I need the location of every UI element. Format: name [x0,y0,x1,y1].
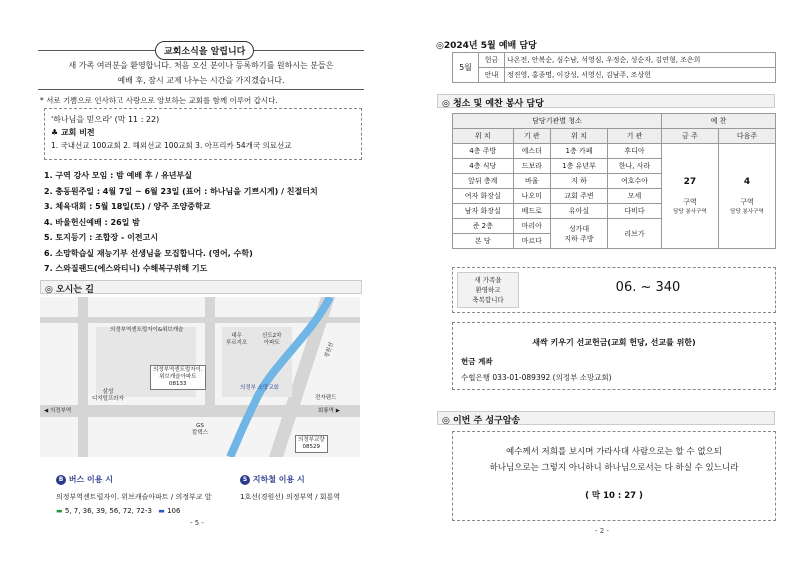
map-samsung: 삼성 디지털프라자 [92,389,124,402]
cell: 다비다 [608,204,662,219]
welcome-line-2: 예배 후, 잠시 교제 나누는 시간을 가지겠습니다. [117,76,285,85]
cell: 본 당 [453,234,514,249]
church-map [40,297,360,457]
vision-items: 1. 국내선교 100교회 2. 해외선교 100교회 3. 아프리카 54개국 의료선교 [51,141,292,150]
new-family-count: 06. ~ 340 [615,280,681,295]
cell [550,219,607,249]
cell: 유아실 [550,204,607,219]
map-gs: GS 칼텍스 [192,423,208,436]
cell: 1층 카페 [550,144,607,159]
map-gyeongwon: 경원선 [323,341,336,359]
news-item: 3. 체육대회 : 5월 18일(토) / 양주 조양중학교 [44,202,211,211]
cell: 준 2층 [453,219,514,234]
cell: 여자 화장실 [453,189,514,204]
cell: 마리아 [513,219,550,234]
map-daewoo: 대우 푸르지오 [226,333,248,346]
verse-title: ◎ 이번 주 성구암송 [442,416,521,426]
cell: 한나, 사라 [608,159,662,174]
yechan-header: 예 찬 [661,114,775,129]
news-item: 7. 스와질랜드(에스와티니) 수해복구위해 기도 [44,264,208,273]
welcome-divider [38,89,364,90]
this-week-cell [661,144,718,249]
news-list [44,168,364,277]
cell: 지 하 [550,174,607,189]
cell: 1층 유년부 [550,159,607,174]
news-item: 5. 토지등기 : 조합장 - 이전고시 [44,233,159,242]
bus-blue-routes: 106 [167,507,181,515]
map-school-box: 의정부교량 08529 [295,435,328,453]
subway-info: 1호선(경원선) 의정부역 / 회룡역 [240,493,341,501]
vision-label: ♣ 교회 비전 [51,128,95,137]
verse-line-1: 예수께서 저희를 보시며 가라사대 사람으로는 할 수 없으되 [506,447,722,457]
offering-title: 새싹 키우기 선교헌금(교회 헌당, 선교를 위한) [532,338,696,347]
map-church: 의정부 소망교회 [240,385,279,391]
bus-routes [56,507,180,515]
worship-title: ◎2024년 5월 예배 담당 [436,41,537,51]
page-number-right: - 2 - [595,527,609,535]
this-week-num: 27 [683,177,697,187]
subway-section [240,474,305,485]
notice-title: 교회소식을 알립니다 [155,41,254,60]
cell: 나오미 [513,189,550,204]
map-center-box: 의정부역센트럴자이. 위브캐슬아파트 08133 [150,365,206,390]
col-header: 기 관 [608,129,662,144]
col-header: 금 주 [661,129,718,144]
map-station-right: 회룡역 ▶ [318,408,340,414]
verse-quote: '하나님을 믿으라' (막 11 : 22) [51,115,160,124]
cell: 후디아 [608,144,662,159]
cell: 바울 [513,174,550,189]
duty-role: 안내 [479,68,505,83]
news-item: 1. 구역 강사 모임 : 밤 예배 후 / 유년부실 [44,171,192,180]
page-number-left: - 5 - [190,519,204,527]
duty-month: 5월 [453,53,479,83]
this-week-unit: 구역 [683,198,697,206]
cell: 4층 식당 [453,159,514,174]
cell: 여호수아 [608,174,662,189]
cleaning-title: ◎ 청소 및 예찬 봉사 담당 [442,99,544,109]
bus-blue-icon: ▬ [158,507,165,515]
col-header: 다음주 [718,129,775,144]
cell: 드보라 [513,159,550,174]
cell: 앞뒤 층계 [453,174,514,189]
news-item: 6. 소망학습실 재능기부 선생님을 모집합니다. (영어, 수학) [44,248,253,258]
account-label: 헌금 계좌 [461,357,493,366]
subway-icon: S [240,475,250,485]
bus-stop: 의정부역센트럴자이. 위브캐슬아파트 / 의정부교 앞 [56,493,212,501]
vision-box [44,108,362,160]
offering-box [452,322,776,390]
news-item: 4. 바울헌신예배 : 26일 밤 [44,217,140,227]
directions-header [40,280,362,294]
subway-title: 지하철 이용 시 [252,475,305,484]
col-header: 위 치 [550,129,607,144]
bus-green-routes: 5, 7, 36, 39, 56, 72, 72-3 [64,507,152,515]
bus-section [56,474,113,485]
bus-green-icon: ▬ [56,507,63,515]
bus-icon: B [56,475,66,485]
cell: 교회 주변 [550,189,607,204]
verse-line-2: 하나님으로는 그렇지 아니하니 하나님으로서는 다 하실 수 있느니라 [489,463,739,473]
bus-title: 버스 이용 시 [68,475,114,484]
next-week-num: 4 [743,177,751,187]
col-header: 기 관 [513,129,550,144]
map-station-left: ◀ 의정부역 [44,408,72,414]
duty-names: 정진영, 홍종명, 이강성, 서영신, 김남주, 조상헌 [505,68,776,83]
map-electronic: 전자랜드 [315,395,337,401]
duty-role: 헌금 [479,53,505,68]
directions-title: ◎ 오시는 길 [45,285,94,295]
clean-header: 담당기관별 청소 [453,114,662,129]
next-week-note: 담당 봉사구역 [730,209,764,215]
cleaning-header [437,94,775,108]
cell: 마르다 [513,234,550,249]
verse-header [437,411,775,425]
next-week-unit: 구역 [740,198,754,206]
cleaning-table [452,113,776,249]
cell: 리브가 [608,219,662,249]
verse-ref: ( 막 10 : 27 ) [585,491,643,501]
cell: 베드로 [513,204,550,219]
verse-box [452,431,776,521]
account-info: 수협은행 033-01-089392 (의정부 소망교회) [461,373,612,382]
this-week-note: 담당 봉사구역 [673,209,707,215]
cell: 모세 [608,189,662,204]
cell: 남자 화장실 [453,204,514,219]
cell: 4층 주방 [453,144,514,159]
cell-line: 지하 주방 [564,234,594,243]
welcome-line-1: 새 가족 여러분을 환영합니다. 처음 오신 분이나 등록하기를 원하시는 분들은 [68,61,334,70]
new-family-label: 새 가족을 환영하고 축복합니다 [457,272,519,308]
cell: 에스더 [513,144,550,159]
table-row [453,144,776,159]
greeting-text: * 서로 기쁨으로 인사하고 사랑으로 앙보하는 교회를 함께 이루어 갑시다. [40,96,278,105]
map-shindo: 신도2차 아파트 [262,333,282,346]
cell-line: 성가대 [568,224,590,233]
duty-names: 나온전, 안복순, 심수남, 석영심, 우정순, 성순자, 김연형, 조은희 [505,53,776,68]
welcome-text [38,58,364,88]
col-header: 위 치 [453,129,514,144]
next-week-cell [718,144,775,249]
map-apt-top: 의정부역센트럴자이&위브캐슬 [110,327,184,333]
news-item: 2. 충동원주일 : 4월 7일 ~ 6월 23일 (표어 : 하나님을 기쁘시게) / 친절터치 [44,186,318,196]
new-family-box [452,267,776,313]
worship-duty-table [452,52,776,83]
